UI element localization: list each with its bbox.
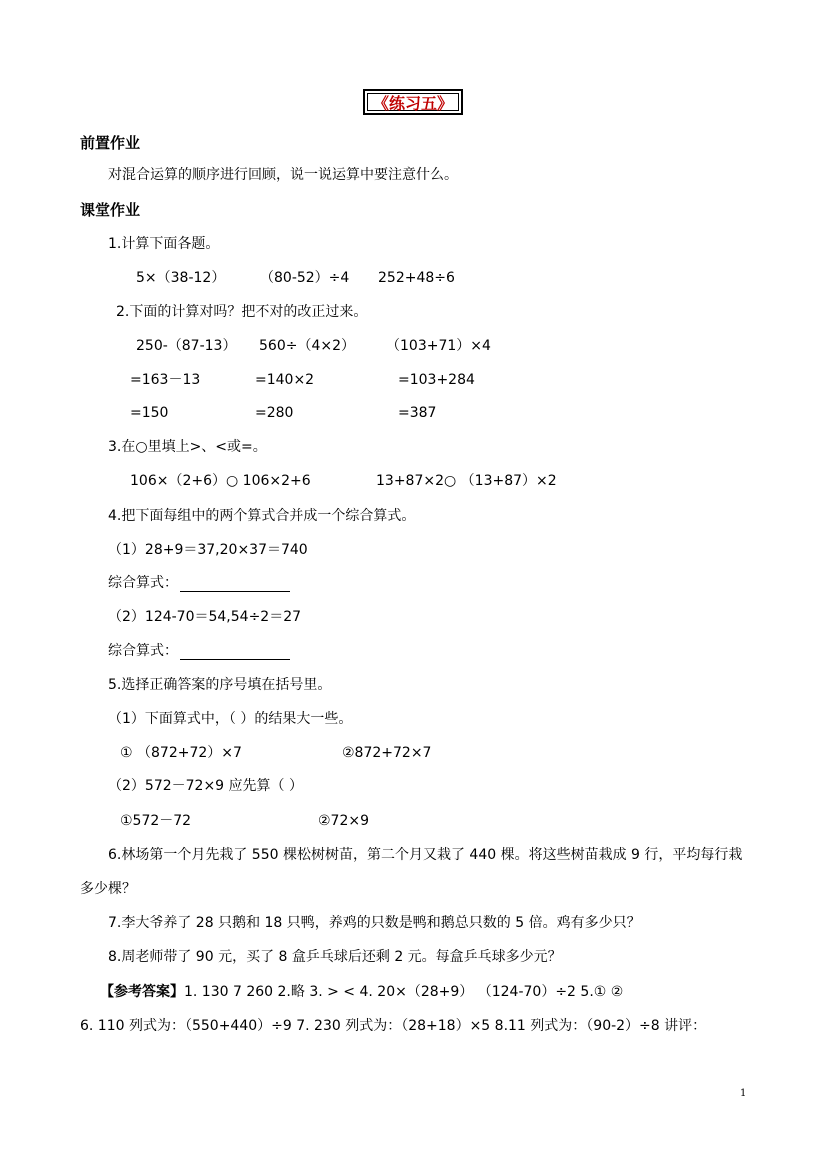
class-heading: 课堂作业: [80, 201, 141, 219]
q2-col2-line2: =140×2: [255, 372, 315, 388]
q2-col3-line3: =387: [398, 405, 437, 421]
q1-expr-2: （80-52）÷4: [260, 270, 350, 286]
q2-col3-line2: =103+284: [398, 372, 475, 388]
q4-blank-2[interactable]: [180, 644, 290, 660]
q6-line-1: 6.林场第一个月先栽了 550 棵松树树苗，第二个月又栽了 440 棵。将这些树苗栽成 9 行，平均每行栽: [108, 847, 743, 863]
q1-text: 1.计算下面各题。: [108, 236, 220, 252]
answer-text-1: 1. 130 7 260 2.略 3. > < 4. 20×（28+9） （124-70）÷2 5.① ②: [184, 984, 624, 1000]
pre-heading: 前置作业: [80, 134, 141, 152]
q5-part2-option-b: ②72×9: [318, 813, 370, 829]
q2-text: 2.下面的计算对吗？把不对的改正过来。: [116, 304, 368, 320]
q4-part1: （1）28+9＝37,20×37＝740: [108, 542, 308, 558]
q7-text: 7.李大爷养了 28 只鹅和 18 只鸭，养鸡的只数是鸭和鹅总只数的 5 倍。鸡有多少只？: [108, 915, 641, 931]
q5-part1-option-a: ① （872+72）×7: [120, 745, 242, 761]
q5-part1-option-b: ②872+72×7: [342, 745, 432, 761]
q3-expr-1: 106×（2+6）○ 106×2+6: [130, 473, 311, 489]
q5-part2: （2）572－72×9 应先算（ ）: [108, 778, 303, 794]
answer-line-1: [100, 983, 623, 1001]
q2-col1-line1: 250-（87-13）: [136, 338, 237, 354]
q4-label-2: 综合算式：: [108, 643, 178, 659]
page-title: 《练习五》: [367, 93, 459, 111]
q2-col1-line3: =150: [130, 405, 169, 421]
q4-text: 4.把下面每组中的两个算式合并成一个综合算式。: [108, 508, 416, 524]
q1-expr-3: 252+48÷6: [378, 270, 455, 286]
q4-blank-1[interactable]: [180, 576, 290, 592]
q4-answer-line-1: [108, 574, 290, 592]
q2-col3-line1: （103+71）×4: [386, 338, 491, 354]
q2-col1-line2: =163－13: [130, 372, 201, 388]
q5-text: 5.选择正确答案的序号填在括号里。: [108, 677, 332, 693]
q3-text: 3.在○里填上>、<或=。: [108, 439, 267, 455]
q5-part2-option-a: ①572－72: [120, 813, 192, 829]
q5-part1: （1）下面算式中，（ ）的结果大一些。: [108, 711, 353, 727]
pre-text: 对混合运算的顺序进行回顾，说一说运算中要注意什么。: [108, 167, 458, 183]
q3-expr-2: 13+87×2○ （13+87）×2: [376, 473, 557, 489]
answer-line-2: 6. 110 列式为：（550+440）÷9 7. 230 列式为：（28+18）×5 8.11 列式为：（90-2）÷8 讲评：: [80, 1018, 707, 1034]
q2-col2-line1: 560÷（4×2）: [259, 338, 355, 354]
q4-part2: （2）124-70＝54,54÷2＝27: [108, 609, 302, 625]
answer-label: 【参考答案】: [100, 984, 184, 1000]
q2-col2-line3: =280: [255, 405, 294, 421]
q6-line-2: 多少棵？: [80, 881, 136, 897]
q4-label-1: 综合算式：: [108, 575, 178, 591]
title-frame: [363, 89, 463, 115]
q1-expr-1: 5×（38-12）: [136, 270, 226, 286]
q8-text: 8.周老师带了 90 元，买了 8 盒乒乓球后还剩 2 元。每盒乒乓球多少元？: [108, 949, 562, 965]
page-number: 1: [740, 1088, 747, 1099]
q4-answer-line-2: [108, 642, 290, 660]
